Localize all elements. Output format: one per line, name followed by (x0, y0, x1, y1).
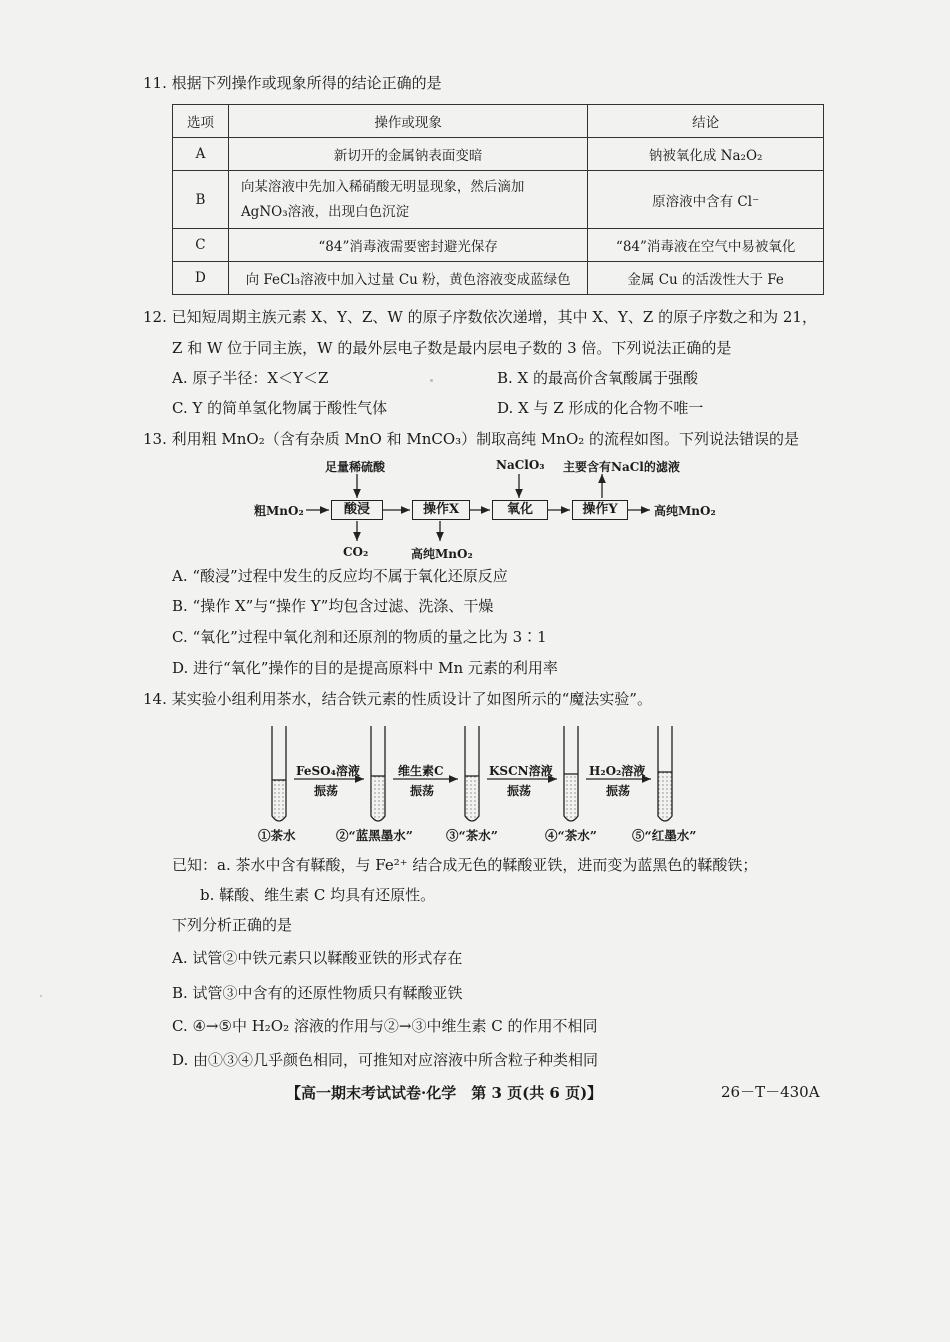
row-operation-line: 向某溶液中先加入稀硝酸无明显现象，然后滴加 (240, 178, 525, 195)
row-operation: “84”消毒液需要密封避光保存 (228, 229, 587, 262)
q14-option-a: A. 试管②中铁元素只以鞣酸亚铁的形式存在 (172, 949, 463, 967)
flow-acid-input: 足量稀硫酸 (325, 460, 386, 474)
header-option: 选项 (173, 105, 229, 138)
table-row (173, 229, 824, 262)
q14-option-d: D. 由①③④几乎颜色相同，可推知对应溶液中所含粒子种类相同 (172, 1051, 599, 1069)
q12-option-c: C. Y 的简单氢化物属于酸性气体 (172, 399, 388, 417)
q12-stem-line1: 12. 已知短周期主族元素 X、Y、Z、W 的原子序数依次递增，其中 X、Y、Z 的原子序数之和为 21， (143, 308, 817, 326)
row-option: D (173, 262, 229, 295)
tube-2 (371, 726, 385, 821)
row-conclusion: “84”消毒液在空气中易被氧化 (588, 229, 824, 262)
q11-stem: 11. 根据下列操作或现象所得的结论正确的是 (143, 74, 442, 92)
q12-option-d: D. X 与 Z 形成的化合物不唯一 (497, 399, 704, 417)
row-operation: 向 FeCl₃溶液中加入过量 Cu 粉，黄色溶液变成蓝绿色 (228, 262, 587, 295)
flow-start-label: 粗MnO₂ (254, 504, 304, 518)
header-conclusion: 结论 (588, 105, 824, 138)
flow-box-operation-y: 操作Y (572, 500, 628, 520)
row-operation-line: AgNO₃溶液，出现白色沉淀 (240, 203, 410, 220)
tube-label-3: ③“茶水” (446, 828, 498, 843)
row-option: C (173, 229, 229, 262)
flow-co2-output: CO₂ (343, 545, 369, 559)
flow-naclo3-input: NaClO₃ (496, 458, 545, 472)
q13-stem: 13. 利用粗 MnO₂（含有杂质 MnO 和 MnCO₃）制取高纯 MnO₂ 的流程如图。下列说法错误的是 (143, 430, 800, 448)
reagent-kscn: KSCN溶液 (489, 764, 553, 778)
tube-1 (272, 726, 286, 821)
flow-nacl-filtrate-output: 主要含有NaCl的滤液 (563, 460, 680, 474)
row-option: A (173, 138, 229, 171)
q14-prompt: 下列分析正确的是 (172, 916, 293, 934)
flow-pure-mno2-output: 高纯MnO₂ (411, 547, 473, 561)
row-conclusion: 金属 Cu 的活泼性大于 Fe (588, 262, 824, 295)
table-row (173, 171, 824, 229)
reagent-feso4: FeSO₄溶液 (296, 764, 360, 778)
tube-5 (658, 726, 672, 821)
q14-known-b: b. 鞣酸、维生素 C 均具有还原性。 (200, 886, 436, 904)
reagent-vitamin-c: 维生素C (398, 764, 444, 778)
row-conclusion: 原溶液中含有 Cl⁻ (588, 171, 824, 229)
q14-option-b: B. 试管③中含有的还原性物质只有鞣酸亚铁 (172, 984, 463, 1002)
q13-option-a: A. “酸浸”过程中发生的反应均不属于氧化还原反应 (172, 567, 508, 585)
flow-box-operation-x: 操作X (412, 500, 470, 520)
reagent-action: 振荡 (410, 784, 435, 798)
reagent-h2o2: H₂O₂溶液 (589, 764, 646, 778)
q14-known-a: 已知：a. 茶水中含有鞣酸，与 Fe²⁺ 结合成无色的鞣酸亚铁，进而变为蓝黑色的鞣酸铁； (172, 856, 758, 874)
tube-label-2: ②“蓝黑墨水” (336, 828, 413, 843)
scan-speck (40, 995, 42, 997)
q12-option-a: A. 原子半径：X＜Y＜Z (172, 369, 329, 387)
table-row (173, 138, 824, 171)
tube-3 (465, 726, 479, 821)
exam-code: 26－T－430A (721, 1083, 820, 1101)
table-row (173, 262, 824, 295)
q14-option-c: C. ④→⑤中 H₂O₂ 溶液的作用与②→③中维生素 C 的作用不相同 (172, 1017, 598, 1035)
reagent-action: 振荡 (606, 784, 631, 798)
row-option: B (173, 171, 229, 229)
q14-stem: 14. 某实验小组利用茶水，结合铁元素的性质设计了如图所示的“魔法实验”。 (143, 690, 652, 708)
table-header-row (173, 105, 824, 138)
q13-option-b: B. “操作 X”与“操作 Y”均包含过滤、洗涤、干燥 (172, 597, 494, 615)
q13-option-c: C. “氧化”过程中氧化剂和还原剂的物质的量之比为 3∶1 (172, 628, 547, 646)
q13-flowchart (230, 455, 730, 565)
q11-table (172, 104, 824, 295)
tube-label-5: ⑤“红墨水” (632, 828, 697, 843)
q12-stem-line2: Z 和 W 位于同主族，W 的最外层电子数是最内层电子数的 3 倍。下列说法正确的是 (172, 339, 732, 357)
q12-option-b: B. X 的最高价含氧酸属于强酸 (497, 369, 699, 387)
header-operation: 操作或现象 (228, 105, 587, 138)
q14-test-tube-diagram (250, 720, 730, 845)
row-operation (228, 171, 587, 229)
tube-label-4: ④“茶水” (545, 828, 597, 843)
reagent-action: 振荡 (507, 784, 532, 798)
page-footer: 【高一期末考试试卷·化学 第 3 页(共 6 页)】 (286, 1084, 603, 1102)
scan-speck (430, 379, 433, 382)
reagent-action: 振荡 (314, 784, 339, 798)
tube-4 (564, 726, 578, 821)
row-operation: 新切开的金属钠表面变暗 (228, 138, 587, 171)
flow-box-acid-leach: 酸浸 (331, 500, 383, 520)
tube-label-1: ①茶水 (258, 828, 296, 843)
flow-box-oxidation: 氧化 (492, 500, 548, 520)
flow-end-label: 高纯MnO₂ (654, 504, 716, 518)
row-conclusion: 钠被氧化成 Na₂O₂ (588, 138, 824, 171)
q13-option-d: D. 进行“氧化”操作的目的是提高原料中 Mn 元素的利用率 (172, 659, 558, 677)
